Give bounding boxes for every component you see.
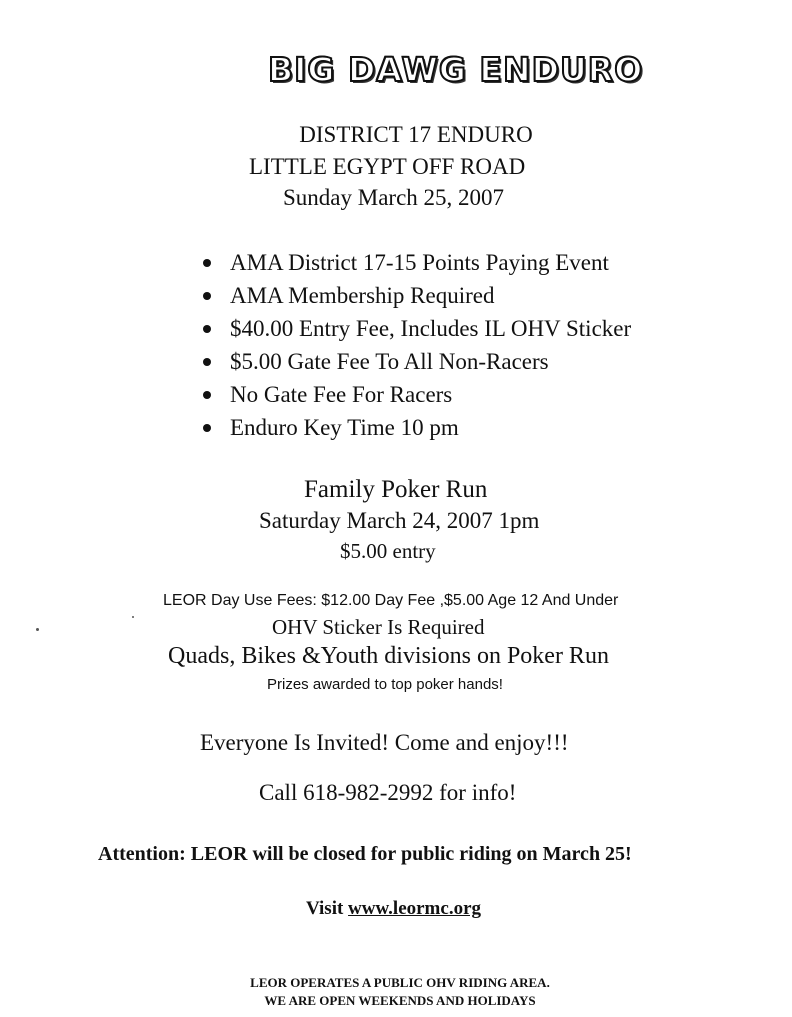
footer-line-2: WE ARE OPEN WEEKENDS AND HOLIDAYS [264, 993, 536, 1008]
visit-line [306, 898, 481, 920]
bullet-icon [203, 424, 211, 432]
call-info: Call 618-982-2992 for info! [259, 780, 517, 805]
divisions: Quads, Bikes &Youth divisions on Poker Run [168, 643, 609, 669]
list-item: No Gate Fee For Racers [200, 378, 631, 411]
bullet-icon [203, 259, 211, 267]
scan-speck [132, 616, 134, 618]
poker-run-title: Family Poker Run [304, 476, 488, 503]
list-item: AMA District 17-15 Points Paying Event [200, 246, 631, 279]
sticker-required: OHV Sticker Is Required [272, 615, 485, 639]
bullet-icon [203, 325, 211, 333]
footer-line-1: LEOR OPERATES A PUBLIC OHV RIDING AREA. [250, 975, 550, 990]
event-date: Sunday March 25, 2007 [283, 185, 505, 210]
poker-run-entry: $5.00 entry [340, 539, 436, 563]
event-venue: LITTLE EGYPT OFF ROAD [249, 154, 526, 179]
flyer-title: BIG DAWG ENDURO [268, 50, 644, 89]
event-details-list [200, 246, 631, 444]
attention-notice: Attention: LEOR will be closed for public riding on March 25! [98, 843, 632, 865]
visit-prefix: Visit [306, 898, 349, 919]
prizes: Prizes awarded to top poker hands! [267, 676, 503, 693]
list-item: AMA Membership Required [200, 279, 631, 312]
day-use-fees: LEOR Day Use Fees: $12.00 Day Fee ,$5.00 Age 12 And Under [163, 592, 619, 609]
bullet-icon [203, 358, 211, 366]
list-item: $5.00 Gate Fee To All Non-Racers [200, 345, 631, 378]
invite-text: Everyone Is Invited! Come and enjoy!!! [200, 730, 569, 755]
website-link[interactable]: www.leormc.org [348, 898, 482, 919]
poker-run-date: Saturday March 24, 2007 1pm [259, 508, 540, 533]
list-item: $40.00 Entry Fee, Includes IL OHV Sticker [200, 312, 631, 345]
scan-speck [36, 628, 39, 631]
bullet-icon [203, 391, 211, 399]
bullet-icon [203, 292, 211, 300]
event-district: DISTRICT 17 ENDURO [299, 122, 533, 147]
list-item: Enduro Key Time 10 pm [200, 411, 631, 444]
